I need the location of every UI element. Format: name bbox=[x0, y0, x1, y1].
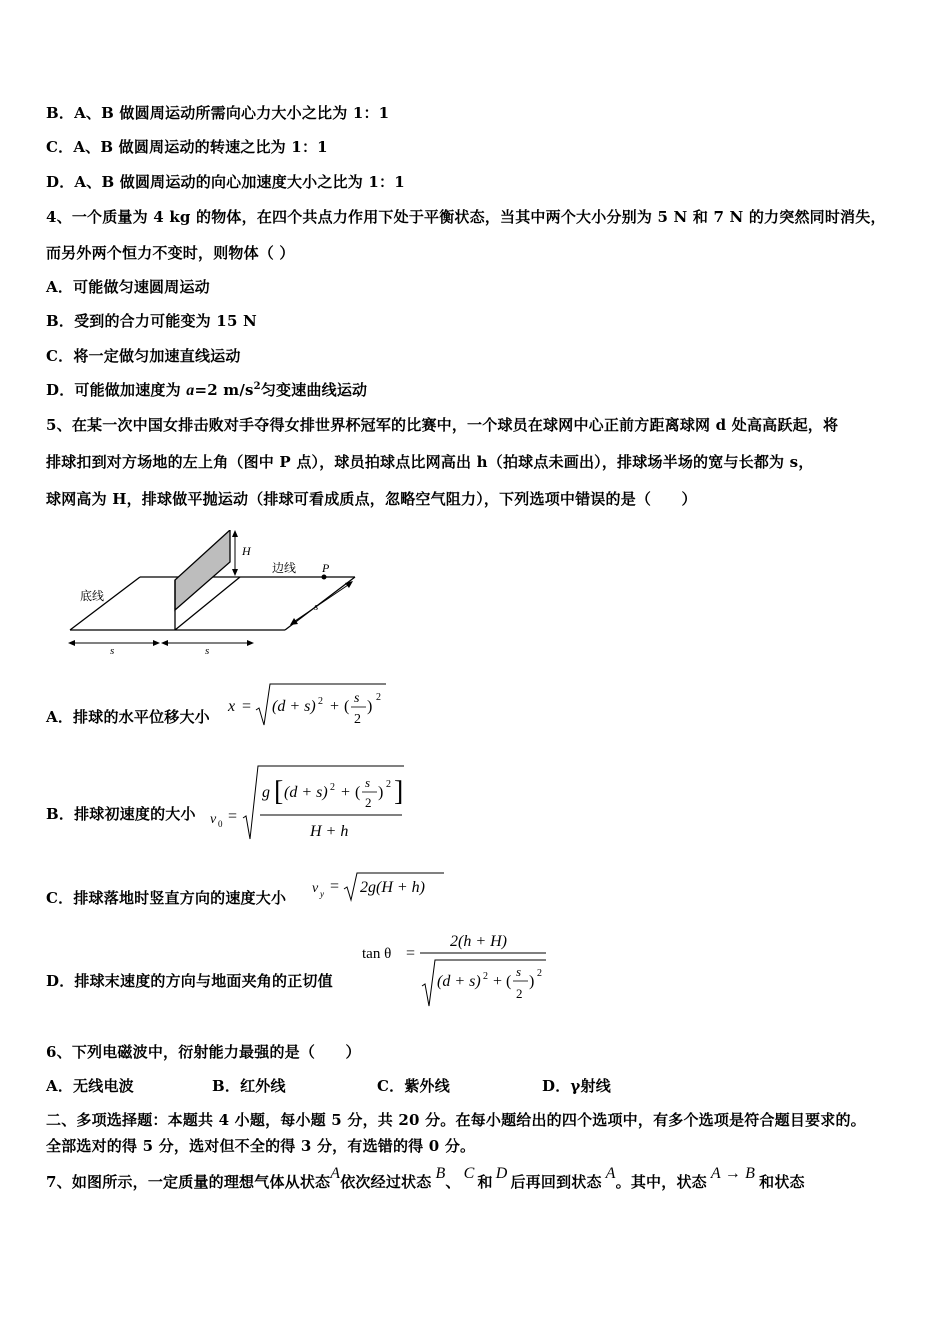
svg-text:2: 2 bbox=[318, 696, 323, 707]
q4-option-d-var: a bbox=[186, 382, 195, 399]
svg-text:(: ( bbox=[506, 973, 512, 990]
q7-part4: 后再回到状态 bbox=[510, 1173, 602, 1191]
q4-option-d bbox=[46, 379, 367, 400]
svg-text:y: y bbox=[320, 889, 324, 899]
q4-option-a: A．可能做匀速圆周运动 bbox=[46, 278, 210, 296]
label-s-right: s bbox=[314, 601, 319, 613]
svg-text:2: 2 bbox=[516, 986, 523, 1001]
formula-d bbox=[360, 928, 560, 1010]
label-P: P bbox=[322, 561, 330, 575]
svg-text:(d + s): (d + s) bbox=[272, 698, 316, 715]
svg-text:[: [ bbox=[274, 776, 284, 807]
court-left-edge bbox=[70, 577, 140, 630]
q6-option-a: A．无线电波 bbox=[46, 1077, 134, 1095]
svg-text:(: ( bbox=[344, 698, 350, 715]
formula-c bbox=[310, 870, 450, 904]
q4-stem-line2: 而另外两个恒力不变时，则物体（ ） bbox=[46, 244, 295, 262]
q4-stem-line1: 4、一个质量为 4 kg 的物体，在四个共点力作用下处于平衡状态，当其中两个大小分别为 5 N 和 7 N 的力突然同时消失， bbox=[46, 208, 886, 226]
q3-option-b: B．A、B 做圆周运动所需向心力大小之比为 1：1 bbox=[46, 104, 390, 122]
volleyball-court-figure bbox=[60, 530, 370, 660]
svg-text:2: 2 bbox=[537, 968, 542, 979]
q7-stem bbox=[46, 1165, 805, 1192]
svg-text:2: 2 bbox=[365, 795, 372, 810]
svg-text:(: ( bbox=[355, 784, 361, 801]
q5-stem-line3: 球网高为 H，排球做平抛运动（排球可看成质点，忽略空气阻力），下列选项中错误的是（ ） bbox=[46, 490, 697, 508]
svg-text:+: + bbox=[341, 784, 351, 801]
q4-option-d-suffix: 匀变速曲线运动 bbox=[260, 381, 368, 399]
q5-option-b: B．排球初速度的大小 bbox=[46, 805, 196, 823]
q6-stem: 6、下列电磁波中，衍射能力最强的是（ ） bbox=[46, 1043, 361, 1061]
svg-text:tan θ: tan θ bbox=[362, 946, 392, 962]
svg-text:2: 2 bbox=[386, 779, 391, 790]
svg-text:s: s bbox=[516, 964, 522, 979]
svg-text:=: = bbox=[330, 878, 340, 895]
svg-text:2: 2 bbox=[330, 782, 335, 793]
svg-text:2: 2 bbox=[483, 971, 488, 982]
svg-text:+: + bbox=[493, 973, 503, 990]
label-s-middle: s bbox=[205, 645, 210, 657]
svg-text:g: g bbox=[262, 784, 270, 801]
svg-text:): ) bbox=[367, 698, 373, 715]
q7-sep: 、 bbox=[445, 1173, 461, 1191]
q5-option-c: C．排球落地时竖直方向的速度大小 bbox=[46, 889, 287, 907]
q7-part3: 和 bbox=[477, 1173, 493, 1191]
svg-text:(d + s): (d + s) bbox=[437, 973, 481, 990]
section2-line2: 全部选对的得 5 分，选对但不全的得 3 分，有选错的得 0 分。 bbox=[46, 1137, 476, 1155]
q4-option-d-value: =2 m/s bbox=[194, 381, 254, 399]
q3-option-d: D．A、B 做圆周运动的向心加速度大小之比为 1：1 bbox=[46, 173, 405, 191]
svg-text:0: 0 bbox=[218, 819, 223, 829]
q7-arrow: A → B bbox=[710, 1165, 756, 1182]
label-s-left: s bbox=[110, 645, 115, 657]
label-H: H bbox=[242, 544, 251, 558]
q6-option-b: B．红外线 bbox=[212, 1077, 286, 1095]
q5-stem-line2: 排球扣到对方场地的左上角（图中 P 点），球员拍球点比网高出 h（拍球点未画出），排球场半场的宽与长都为 s， bbox=[46, 453, 814, 471]
q4-option-b: B．受到的合力可能变为 15 N bbox=[46, 312, 257, 330]
formula-a bbox=[226, 680, 396, 730]
q7-part2: 依次经过状态 bbox=[340, 1173, 432, 1191]
svg-text:v: v bbox=[210, 812, 217, 827]
q3-option-c: C．A、B 做圆周运动的转速之比为 1：1 bbox=[46, 138, 328, 156]
svg-text:): ) bbox=[378, 784, 384, 801]
label-baseline: 底线 bbox=[80, 589, 105, 603]
svg-text:2g(H + h): 2g(H + h) bbox=[360, 879, 426, 896]
q6-option-c: C．紫外线 bbox=[377, 1077, 450, 1095]
q4-option-d-prefix: D．可能做加速度为 bbox=[46, 381, 187, 399]
q7-part1: 7、如图所示，一定质量的理想气体从状态 bbox=[46, 1173, 331, 1191]
svg-text:): ) bbox=[529, 973, 535, 990]
section2-line1: 二、多项选择题：本题共 4 小题，每小题 5 分，共 20 分。在每小题给出的四个选项中，有多个选项是符合题目要求的。 bbox=[46, 1111, 866, 1129]
svg-text:+: + bbox=[330, 698, 340, 715]
svg-text:2: 2 bbox=[354, 712, 361, 727]
svg-text:v: v bbox=[312, 881, 319, 896]
svg-text:]: ] bbox=[394, 776, 404, 807]
q5-option-d: D．排球末速度的方向与地面夹角的正切值 bbox=[46, 972, 333, 990]
q4-option-c: C．将一定做匀加速直线运动 bbox=[46, 347, 241, 365]
svg-text:(d + s): (d + s) bbox=[284, 784, 328, 801]
svg-text:=: = bbox=[228, 808, 238, 825]
q7-part5: 。其中，状态 bbox=[615, 1173, 707, 1191]
svg-text:2(h + H): 2(h + H) bbox=[450, 933, 508, 950]
svg-text:s: s bbox=[365, 775, 371, 790]
net bbox=[175, 530, 230, 610]
q7-state-d: D bbox=[495, 1165, 508, 1182]
q7-part6: 和状态 bbox=[759, 1173, 805, 1191]
q7-state-a: A bbox=[330, 1165, 341, 1182]
svg-text:H + h: H + h bbox=[310, 823, 349, 840]
q7-state-a-return: A bbox=[605, 1165, 616, 1182]
point-P bbox=[322, 575, 327, 580]
q4-option-d-exp: 2 bbox=[253, 381, 261, 392]
formula-b bbox=[208, 763, 408, 843]
q6-option-d: D．γ射线 bbox=[542, 1077, 611, 1095]
svg-text:s: s bbox=[354, 691, 360, 706]
label-sideline: 边线 bbox=[272, 561, 297, 575]
svg-text:x: x bbox=[228, 698, 236, 715]
svg-text:=: = bbox=[406, 945, 416, 962]
q5-stem-line1: 5、在某一次中国女排击败对手夺得女排世界杯冠军的比赛中，一个球员在球网中心正前方距离球网 d 处高高跃起，将 bbox=[46, 416, 839, 434]
svg-text:2: 2 bbox=[376, 692, 381, 703]
svg-text:=: = bbox=[242, 698, 252, 715]
q7-state-c: C bbox=[463, 1165, 475, 1182]
q5-option-a: A．排球的水平位移大小 bbox=[46, 708, 210, 726]
q7-state-b: B bbox=[435, 1165, 446, 1182]
